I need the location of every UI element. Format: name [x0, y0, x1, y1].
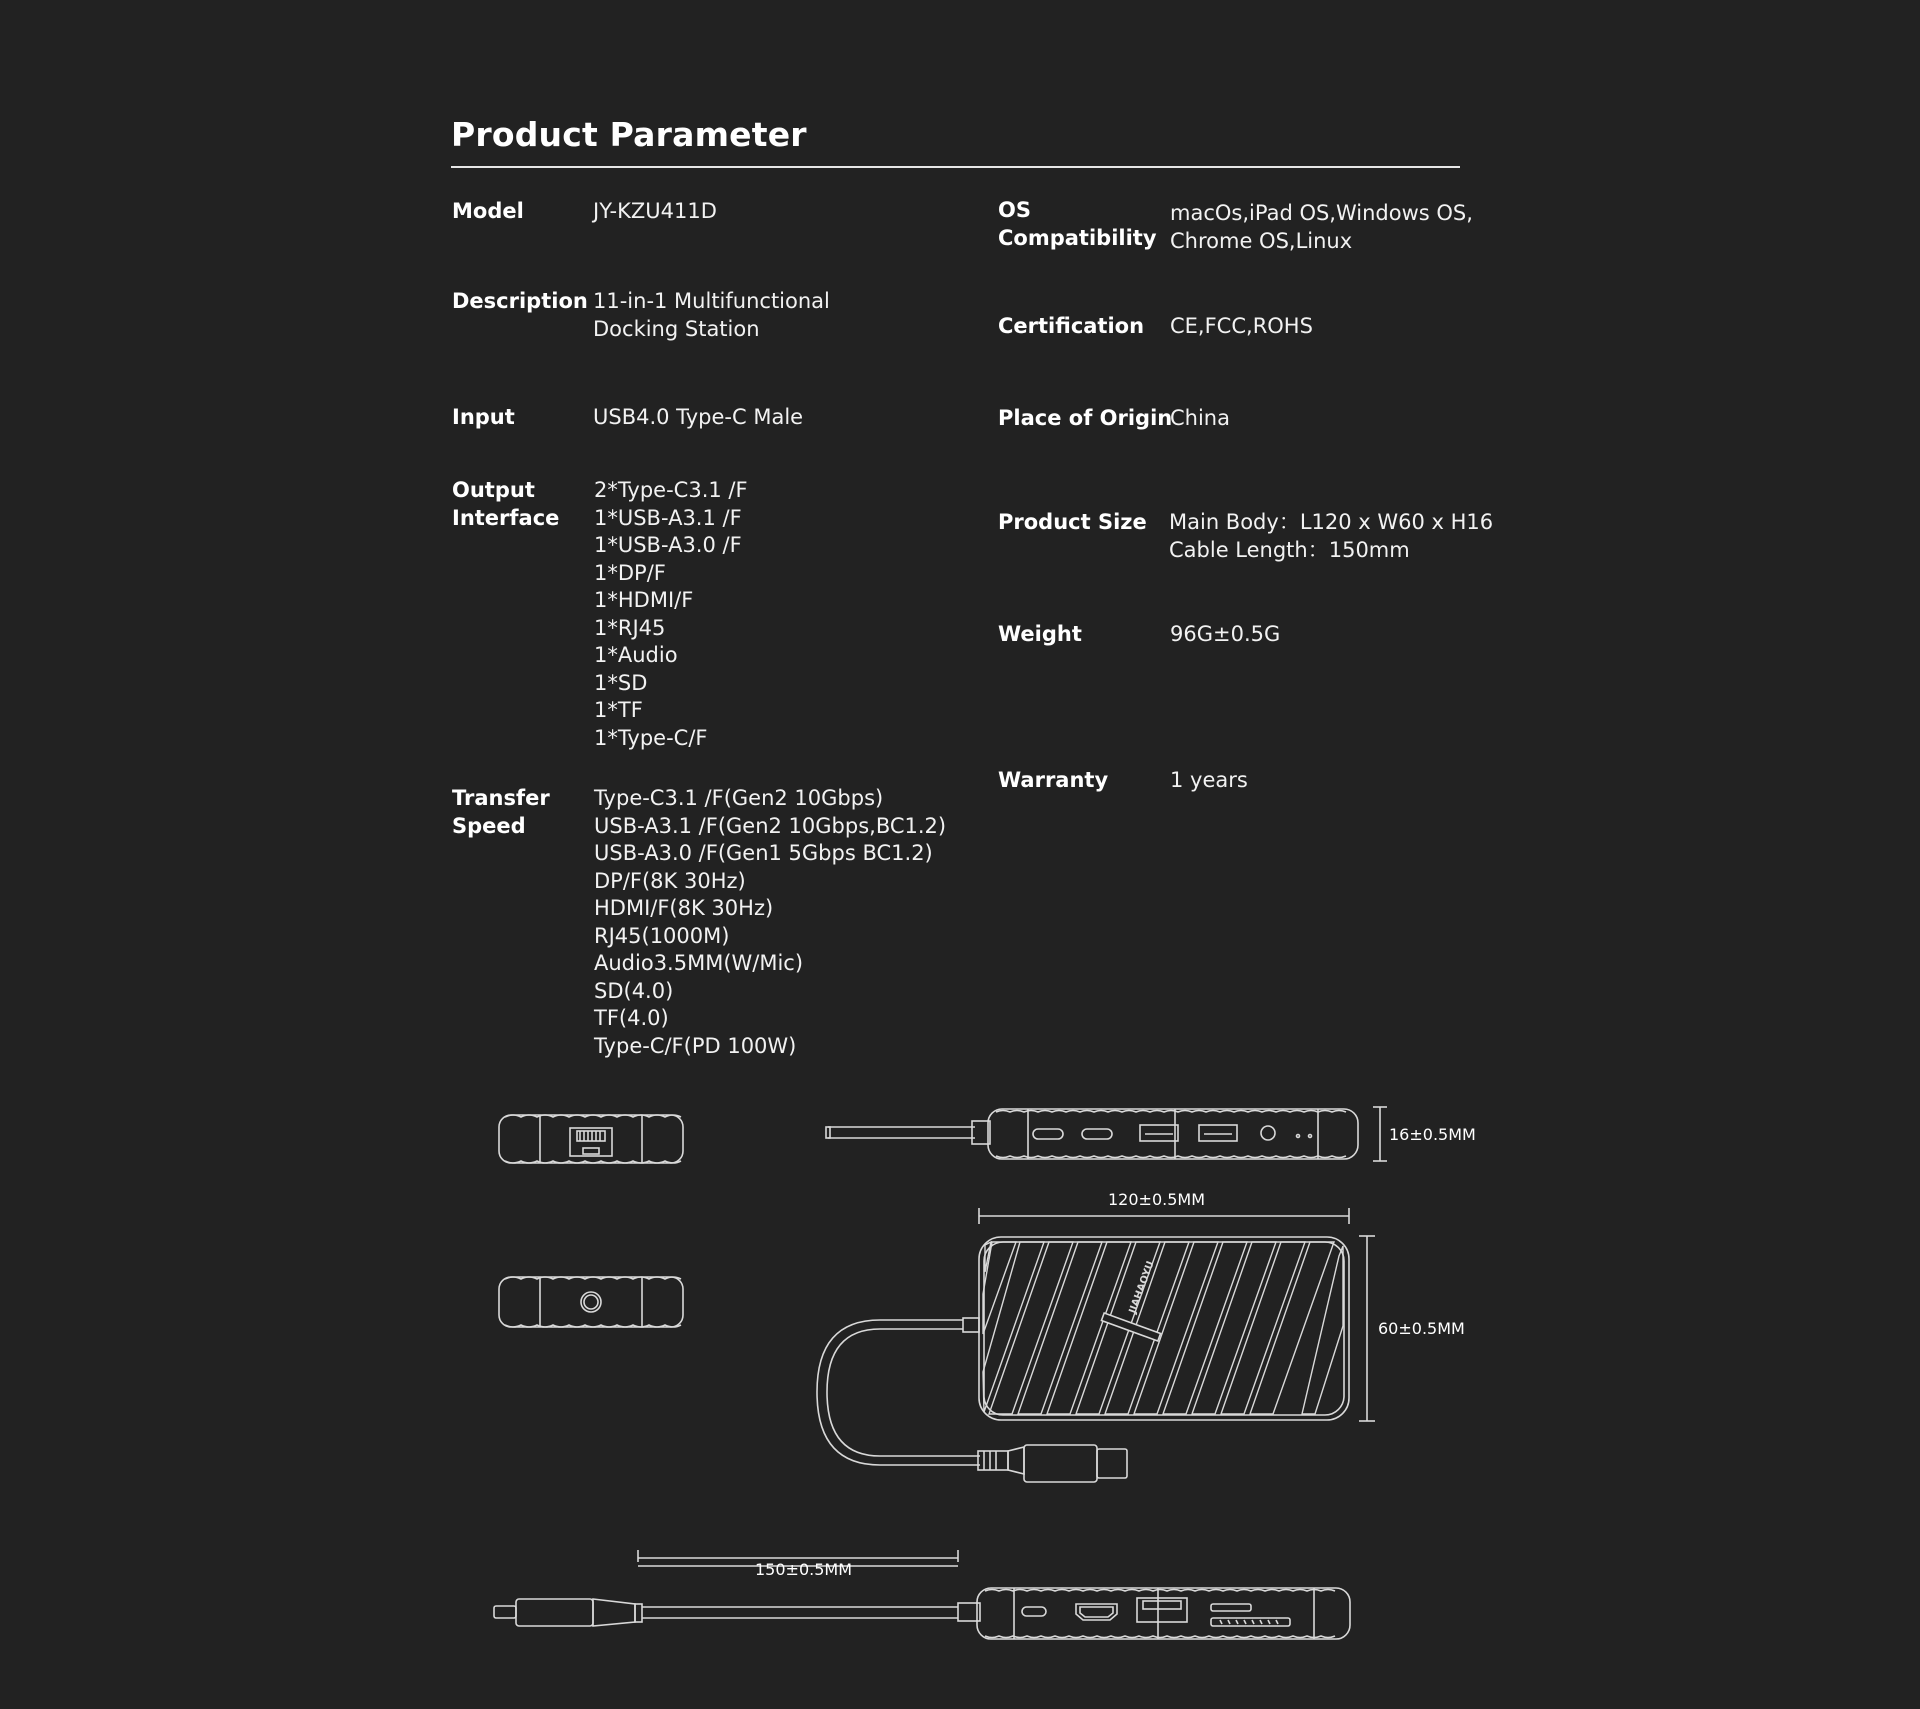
- output-interface-label: Output Interface: [452, 478, 560, 530]
- value-line: 1*SD: [594, 670, 648, 695]
- os-compatibility-label: OS Compatibility: [998, 198, 1157, 250]
- side-view-top: [826, 1107, 1387, 1161]
- page-title: Product Parameter: [451, 115, 807, 154]
- value-line: Audio3.5MM(W/Mic): [594, 951, 804, 975]
- certification-label: Certification: [998, 314, 1145, 338]
- weight-label: Weight: [998, 622, 1082, 646]
- value-line: 11-in-1 Multifunctional: [593, 289, 830, 313]
- value-line: Cable Length：150mm: [1169, 537, 1410, 562]
- value-line: Type-C3.1 /F(Gen2 10Gbps): [594, 786, 884, 810]
- description-label: Description: [452, 289, 588, 313]
- value-line: macOs,iPad OS,Windows OS,: [1170, 201, 1473, 225]
- place-of-origin-label: Place of Origin: [998, 406, 1173, 430]
- value-line: 96G±0.5G: [1170, 622, 1281, 646]
- value-line: USB-A3.0 /F(Gen1 5Gbps BC1.2): [594, 841, 933, 865]
- height-dimension: 16±0.5MM: [1389, 1125, 1476, 1144]
- brand-logo: JIAHAOYU: [1127, 1259, 1157, 1316]
- value-line: Docking Station: [593, 316, 760, 341]
- cable-dimension: 150±0.5MM: [755, 1560, 852, 1579]
- end-view-rj45: [499, 1115, 683, 1163]
- value-line: 1 years: [1170, 768, 1248, 792]
- value-line: Type-C/F(PD 100W): [594, 1033, 797, 1058]
- end-view-audio: [499, 1277, 683, 1327]
- value-line: TF(4.0): [594, 1006, 669, 1030]
- top-view: [817, 1208, 1375, 1482]
- value-line: 1*Type-C/F: [594, 725, 708, 750]
- value-line: Main Body：L120 x W60 x H16: [1169, 510, 1494, 534]
- value-line: 2*Type-C3.1 /F: [594, 478, 748, 502]
- value-line: China: [1170, 406, 1230, 430]
- width-dimension: 60±0.5MM: [1378, 1319, 1465, 1338]
- value-line: 1*RJ45: [594, 615, 666, 640]
- value-line: RJ45(1000M): [594, 923, 730, 948]
- transfer-speed-label: Transfer Speed: [452, 786, 550, 838]
- value-line: 1*HDMI/F: [594, 588, 694, 612]
- length-dimension: 120±0.5MM: [1108, 1190, 1205, 1209]
- input-label: Input: [452, 405, 515, 429]
- value-line: Chrome OS,Linux: [1170, 228, 1353, 253]
- model-label: Model: [452, 199, 524, 223]
- value-line: SD(4.0): [594, 978, 674, 1003]
- value-line: DP/F(8K 30Hz): [594, 868, 746, 893]
- value-line: 1*Audio: [594, 643, 678, 667]
- value-line: 1*DP/F: [594, 560, 666, 585]
- product-size-label: Product Size: [998, 510, 1147, 534]
- warranty-label: Warranty: [998, 768, 1109, 792]
- value-line: USB4.0 Type-C Male: [593, 405, 804, 429]
- value-line: HDMI/F(8K 30Hz): [594, 896, 774, 920]
- value-line: CE,FCC,ROHS: [1170, 314, 1313, 338]
- value-line: JY-KZU411D: [593, 199, 717, 223]
- value-line: 1*USB-A3.0 /F: [594, 533, 742, 557]
- side-view-bottom: [494, 1550, 1350, 1639]
- value-line: 1*USB-A3.1 /F: [594, 505, 742, 530]
- value-line: USB-A3.1 /F(Gen2 10Gbps,BC1.2): [594, 813, 947, 838]
- value-line: 1*TF: [594, 698, 643, 722]
